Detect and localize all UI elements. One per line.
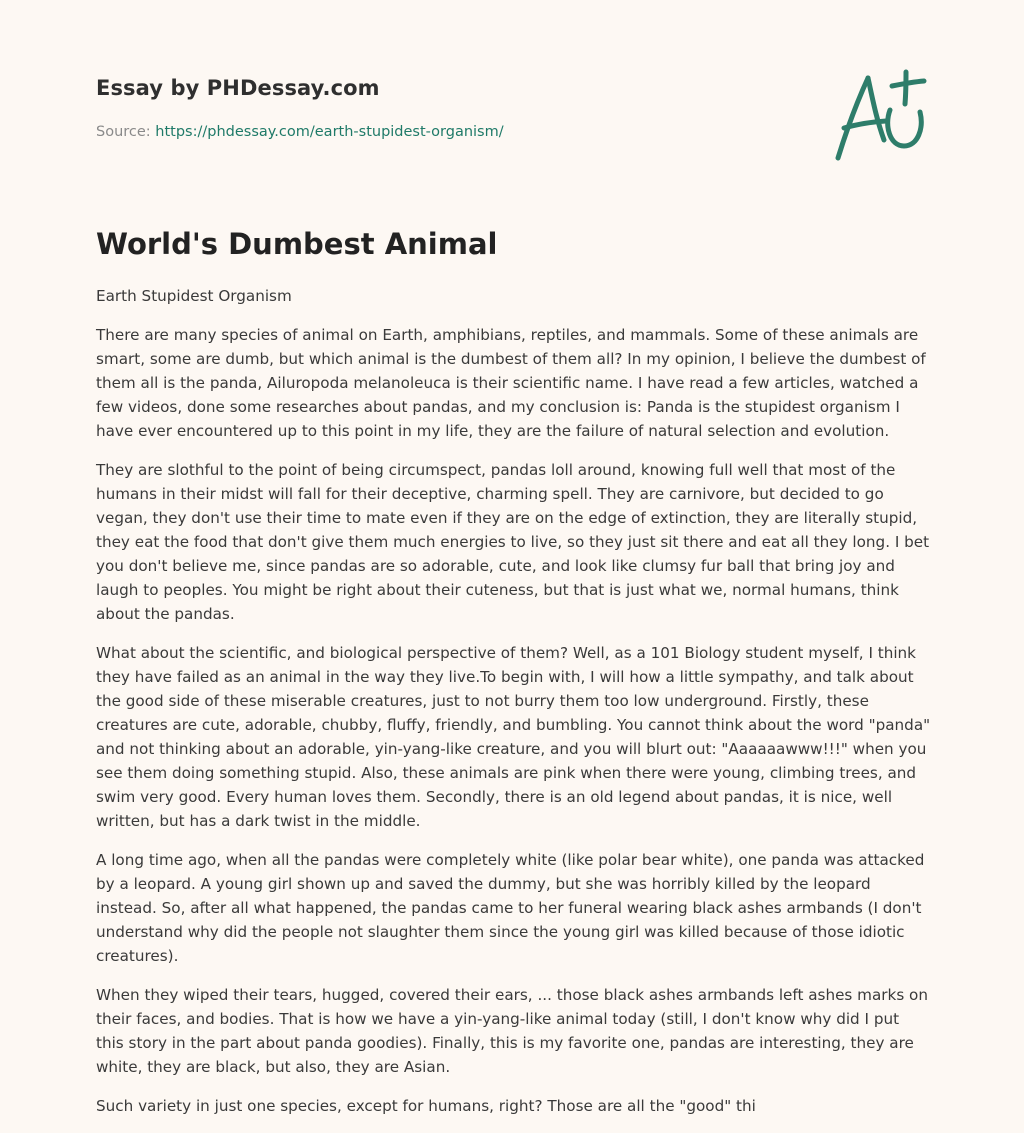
a-plus-logo-icon (824, 66, 928, 166)
essay-title: World's Dumbest Animal (96, 227, 498, 261)
source-link[interactable]: https://phdessay.com/earth-stupidest-organism/ (155, 124, 504, 140)
essay-paragraph: Such variety in just one species, except for humans, right? Those are all the "good" thi (96, 1097, 756, 1115)
page-header (96, 0, 928, 200)
essay-subtitle: Earth Stupidest Organism (96, 287, 292, 305)
source-line (96, 124, 504, 140)
essay-paragraph: When they wiped their tears, hugged, covered their ears, ... those black ashes armbands left ashes marks on their faces, and bodies. That is how we have a yin-yang-like animal today (still, I don't know why did I put this story in the part about panda goodies). Finally, this is my favorite one, pandas are interesting, they are white, they are black, but also, they are Asian. (96, 986, 928, 1076)
essay-paragraph: What about the scientific, and biological perspective of them? Well, as a 101 Biology student myself, I think they have failed as an animal in the way they live.To begin with, I will how a little sympathy, and talk about the good side of these miserable creatures, just to not burry them too low underground. Firstly, these creatures are cute, adorable, chubby, fluffy, friendly, and bumbling. You cannot think about the word "panda" and not thinking about an adorable, yin-yang-like creature, and you will blurt out: "Aaaaaawww!!!" when you see them doing something stupid. Also, these animals are pink when there were young, climbing trees, and swim very good. Every human loves them. Secondly, there is an old legend about pandas, it is nice, well written, but has a dark twist in the middle. (96, 644, 931, 830)
essay-paragraph: They are slothful to the point of being circumspect, pandas loll around, knowing full well that most of the humans in their midst will fall for their deceptive, charming spell. They are carnivore, but decided to go vegan, they don't use their time to mate even if they are on the edge of extinction, they are literally stupid, they eat the food that don't give them much energies to live, so they just sit there and eat all they long. I bet you don't believe me, since pandas are so adorable, cute, and look like clumsy fur ball that bring joy and laugh to peoples. You might be right about their cuteness, but that is just what we, normal humans, think about the pandas. (96, 461, 930, 623)
source-label: Source: (96, 124, 156, 140)
site-title: Essay by PHDessay.com (96, 76, 380, 100)
essay-body (96, 284, 931, 1133)
essay-paragraph: A long time ago, when all the pandas were completely white (like polar bear white), one panda was attacked by a leopard. A young girl shown up and saved the dummy, but she was horribly killed by the leopard instead. So, after all what happened, the pandas came to her funeral wearing black ashes armbands (I don't understand why did the people not slaughter them since the young girl was killed because of those idiotic creatures). (96, 851, 925, 965)
essay-paragraph: There are many species of animal on Earth, amphibians, reptiles, and mammals. Some of these animals are smart, some are dumb, but which animal is the dumbest of them all? In my opinion, I believe the dumbest of them all is the panda, Ailuropoda melanoleuca is their scientific name. I have read a few articles, watched a few videos, done some researches about pandas, and my conclusion is: Panda is the stupidest organism I have ever encountered up to this point in my life, they are the failure of natural selection and evolution. (96, 326, 926, 440)
